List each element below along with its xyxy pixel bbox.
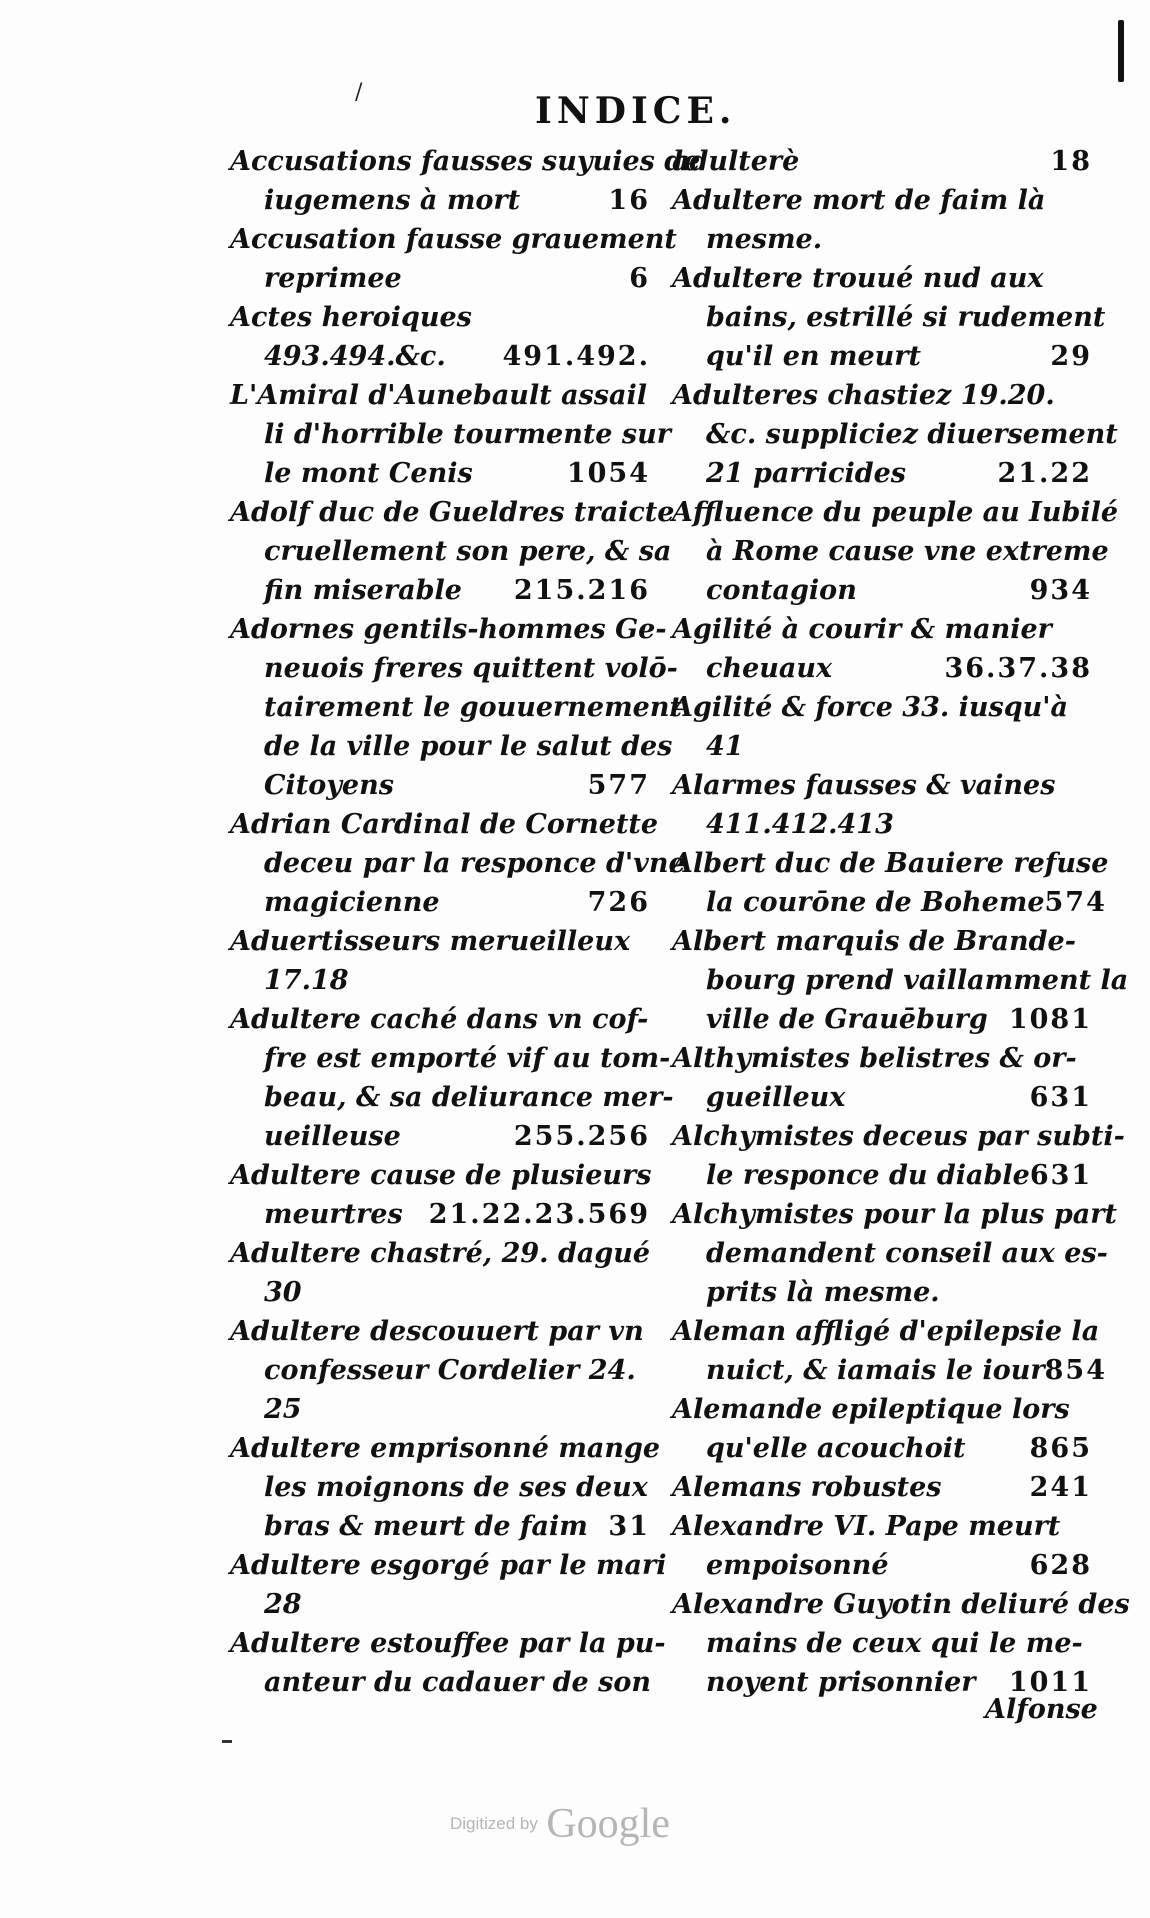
entry-text: demandent conseil aux es- — [706, 1238, 1108, 1269]
entry-line — [230, 688, 682, 727]
entry-line — [230, 1663, 650, 1702]
entry-text: Aleman affligé d'epilepsie la — [672, 1316, 1100, 1347]
page-reference: 18 — [1050, 146, 1092, 177]
entry-line — [230, 1546, 667, 1585]
entry-text: confesseur Cordelier 24. — [264, 1355, 636, 1386]
entry-text: Adultere emprisonné mange — [230, 1433, 661, 1464]
index-entry — [672, 766, 1092, 844]
entry-text: deceu par la responce d'vne — [264, 848, 686, 879]
index-entry — [672, 1468, 1092, 1507]
index-entry — [230, 805, 686, 922]
entry-line — [672, 1390, 1092, 1429]
entry-line — [672, 766, 1092, 805]
entry-text: Adultere cause de plusieurs — [230, 1160, 652, 1191]
page-reference: 865 — [1029, 1433, 1092, 1464]
entry-line — [230, 1273, 650, 1312]
entry-text: Althymistes belistres & or- — [672, 1043, 1077, 1074]
entry-line — [672, 1273, 1092, 1312]
stray-dash — [222, 1740, 232, 1743]
entry-text: Adultere chastré, 29. dagué — [230, 1238, 651, 1269]
page-reference: 577 — [587, 770, 650, 801]
entry-text: 30 — [264, 1277, 302, 1308]
entry-text: meurtres — [264, 1199, 403, 1230]
entry-text: Accusations fausses suyuies de — [230, 146, 701, 177]
page-reference: 726 — [587, 887, 650, 918]
page-reference: 16 — [608, 185, 650, 216]
index-entry — [230, 142, 701, 220]
entry-line — [230, 649, 678, 688]
entry-line — [672, 1429, 1092, 1468]
entry-line — [230, 727, 673, 766]
entry-line — [672, 415, 1118, 454]
entry-text: Albert duc de Bauiere refuse — [672, 848, 1109, 879]
entry-text: Adornes gentils-hommes Ge- — [230, 614, 667, 645]
entry-line — [672, 337, 1092, 376]
index-entry — [672, 844, 1109, 922]
entry-line — [230, 1039, 671, 1078]
entry-text: nuict, & iamais le iour — [706, 1355, 1045, 1386]
entry-text: noyent prisonnier — [706, 1667, 976, 1698]
index-entry — [230, 922, 650, 1000]
index-entry — [230, 493, 675, 610]
entry-line — [230, 1195, 650, 1234]
entry-line — [230, 1624, 666, 1663]
entry-text: 17.18 — [264, 965, 349, 996]
entry-line — [230, 1000, 650, 1039]
page-reference: 934 — [1029, 575, 1092, 606]
entry-text: Aduertisseurs merueilleux — [230, 926, 631, 957]
entry-text: 21 parricides — [706, 458, 907, 489]
entry-text: Alemans robustes — [672, 1472, 942, 1503]
entry-line — [672, 1507, 1092, 1546]
entry-line — [672, 688, 1092, 727]
entry-text: 41 — [706, 731, 744, 762]
entry-text: Alarmes fausses & vaines — [672, 770, 1056, 801]
page-reference: 854 — [1044, 1355, 1108, 1386]
entry-line — [230, 844, 686, 883]
entry-line — [230, 1312, 650, 1351]
stray-mark: / — [355, 80, 363, 105]
entry-text: Adultere esgorgé par le mari — [230, 1550, 667, 1581]
index-entry — [672, 376, 1118, 493]
entry-line — [230, 337, 650, 376]
entry-line — [672, 922, 1092, 961]
page-reference: 241 — [1029, 1472, 1092, 1503]
entry-line — [672, 532, 1109, 571]
entry-line — [672, 571, 1092, 610]
page-header: INDICE. — [535, 90, 737, 132]
page-reference: 255.256 — [513, 1121, 650, 1152]
entry-text: Agilité & force 33. iusqu'à — [672, 692, 1069, 723]
entry-text: Adulteres chastiez 19.20. — [672, 380, 1055, 411]
entry-text: Alchymistes pour la plus part — [672, 1199, 1117, 1230]
index-entry — [672, 1585, 1130, 1702]
entry-text: Adrian Cardinal de Cornette — [230, 809, 659, 840]
entry-text: Alchymistes deceus par subti- — [672, 1121, 1125, 1152]
entry-line — [672, 1039, 1092, 1078]
page-reference: 1081 — [1008, 1004, 1092, 1035]
index-column-right — [672, 142, 1130, 1702]
entry-line — [672, 493, 1119, 532]
index-entry — [672, 610, 1092, 688]
page-reference: 574 — [1044, 887, 1107, 918]
page-reference: 491.492. — [502, 341, 650, 372]
entry-line — [672, 181, 1092, 220]
google-logo: Google — [546, 1801, 670, 1847]
entry-text: Alemande epileptique lors — [672, 1394, 1070, 1425]
entry-text: qu'elle acouchoit — [706, 1433, 966, 1464]
entry-text: bras & meurt de faim — [264, 1511, 588, 1542]
index-entry — [230, 1429, 661, 1546]
entry-text: L'Amiral d'Aunebault assail — [230, 380, 647, 411]
entry-text: fre est emporté vif au tom- — [264, 1043, 671, 1074]
entry-line — [230, 1351, 650, 1390]
entry-text: magicienne — [264, 887, 440, 918]
index-entry — [230, 1234, 650, 1312]
entry-line — [672, 220, 1092, 259]
entry-text: Accusation fausse grauement — [230, 224, 677, 255]
page-reference: 36.37.38 — [944, 653, 1092, 684]
entry-text: Agilité à courir & manier — [672, 614, 1052, 645]
entry-text: Albert marquis de Brande- — [672, 926, 1076, 957]
entry-line — [672, 1156, 1092, 1195]
entry-text: Actes heroiques — [230, 302, 472, 333]
entry-line — [230, 961, 650, 1000]
catchword: Alfonse — [985, 1694, 1098, 1725]
entry-text: Adultere descouuert par vn — [230, 1316, 644, 1347]
entry-text: Adolf duc de Gueldres traicte — [230, 497, 675, 528]
entry-text: 493.494.&c. — [264, 341, 446, 372]
entry-text: Adultere estouffee par la pu- — [230, 1628, 666, 1659]
entry-text: 411.412.413 — [706, 809, 894, 840]
entry-line — [230, 1078, 674, 1117]
entry-line — [672, 1312, 1100, 1351]
page-reference: 31 — [608, 1511, 650, 1542]
entry-line — [230, 1585, 650, 1624]
entry-line — [230, 298, 650, 337]
entry-line — [230, 259, 650, 298]
entry-text: le mont Cenis — [264, 458, 473, 489]
entry-line — [230, 1390, 650, 1429]
entry-text: bains, estrillé si rudement — [706, 302, 1106, 333]
entry-line — [672, 1585, 1130, 1624]
entry-text: gueilleux — [706, 1082, 846, 1113]
page-reference: 215.216 — [513, 575, 650, 606]
entry-text: anteur du cadauer de son — [264, 1667, 651, 1698]
entry-line — [230, 376, 650, 415]
entry-text: Adultere mort de faim là — [672, 185, 1046, 216]
entry-text: Alexandre VI. Pape meurt — [672, 1511, 1061, 1542]
entry-text: contagion — [706, 575, 857, 606]
entry-text: beau, & sa deliurance mer- — [264, 1082, 674, 1113]
entry-line — [230, 1429, 661, 1468]
entry-text: cheuaux — [706, 653, 833, 684]
entry-text: Affluence du peuple au Iubilé — [672, 497, 1119, 528]
entry-line — [230, 571, 650, 610]
entry-line — [230, 220, 677, 259]
index-entry — [672, 688, 1092, 766]
entry-line — [672, 259, 1092, 298]
entry-text: li d'horrible tourmente sur — [264, 419, 671, 450]
index-entry — [230, 376, 671, 493]
entry-text: 25 — [264, 1394, 302, 1425]
entry-line — [672, 1078, 1092, 1117]
index-entry — [672, 142, 1092, 181]
page-reference: 1011 — [1008, 1667, 1092, 1698]
entry-text: prits là mesme. — [706, 1277, 940, 1308]
entry-text: mesme. — [706, 224, 823, 255]
page-reference: 631 — [1029, 1082, 1092, 1113]
index-entry — [230, 1624, 666, 1702]
entry-line — [672, 610, 1092, 649]
entry-line — [672, 376, 1092, 415]
entry-text: adulterè — [672, 146, 800, 177]
entry-line — [230, 532, 672, 571]
entry-line — [672, 1117, 1125, 1156]
entry-text: mains de ceux qui le me- — [706, 1628, 1083, 1659]
entry-text: Adultere caché dans vn cof- — [230, 1004, 649, 1035]
entry-text: ville de Grauēburg — [706, 1004, 988, 1035]
page-reference: 21.22.23.569 — [428, 1199, 650, 1230]
entry-line — [672, 1195, 1117, 1234]
entry-line — [230, 1234, 650, 1273]
entry-line — [672, 649, 1092, 688]
entry-line — [672, 1351, 1108, 1390]
index-entry — [672, 1039, 1092, 1117]
watermark-prefix: Digitized by — [450, 1814, 538, 1833]
entry-line — [230, 1117, 650, 1156]
index-entry — [672, 1195, 1117, 1312]
entry-line — [672, 142, 1092, 181]
entry-line — [230, 181, 650, 220]
index-entry — [672, 181, 1092, 259]
entry-line — [672, 727, 1092, 766]
entry-text: 28 — [264, 1589, 302, 1620]
entry-text: Adultere trouué nud aux — [672, 263, 1044, 294]
digitization-watermark — [450, 1800, 670, 1848]
entry-line — [672, 298, 1106, 337]
index-entry — [230, 1312, 650, 1429]
entry-line — [672, 1624, 1092, 1663]
entry-line — [230, 1507, 650, 1546]
entry-line — [230, 610, 667, 649]
index-entry — [672, 1390, 1092, 1468]
entry-line — [672, 844, 1109, 883]
index-entry — [672, 1312, 1108, 1390]
page-edge-mark — [1118, 20, 1124, 82]
entry-text: à Rome cause vne extreme — [706, 536, 1109, 567]
entry-text: la courōne de Boheme — [706, 887, 1045, 918]
index-entry — [230, 1156, 650, 1234]
index-entry — [230, 1546, 667, 1624]
page-reference: 6 — [629, 263, 650, 294]
page-reference: 21.22 — [997, 458, 1092, 489]
entry-line — [672, 805, 1092, 844]
entry-line — [230, 1156, 650, 1195]
entry-line — [672, 883, 1107, 922]
entry-text: tairement le gouuernement — [264, 692, 682, 723]
entry-line — [672, 1000, 1092, 1039]
entry-text: &c. suppliciez diuersement — [706, 419, 1118, 450]
entry-line — [672, 1468, 1092, 1507]
entry-line — [672, 1546, 1092, 1585]
index-entry — [672, 1117, 1125, 1195]
index-entry — [230, 610, 682, 805]
page-reference: 1054 — [566, 458, 650, 489]
entry-text: Citoyens — [264, 770, 394, 801]
entry-line — [230, 766, 650, 805]
index-entry — [672, 922, 1129, 1039]
entry-text: qu'il en meurt — [706, 341, 921, 372]
page-reference: 628 — [1029, 1550, 1092, 1581]
index-column-left — [230, 142, 701, 1702]
page-reference: 631 — [1029, 1160, 1093, 1191]
index-entry — [672, 493, 1119, 610]
entry-line — [672, 454, 1092, 493]
entry-text: cruellement son pere, & sa — [264, 536, 672, 567]
entry-text: empoisonné — [706, 1550, 889, 1581]
entry-line — [230, 142, 701, 181]
index-entry — [230, 1000, 674, 1156]
entry-text: Alexandre Guyotin deliuré des — [672, 1589, 1130, 1620]
entry-text: reprimee — [264, 263, 402, 294]
page-reference: 29 — [1050, 341, 1092, 372]
entry-text: les moignons de ses deux — [264, 1472, 648, 1503]
index-entry — [230, 298, 650, 376]
entry-text: bourg prend vaillamment la — [706, 965, 1129, 996]
entry-line — [230, 493, 675, 532]
entry-line — [230, 1468, 650, 1507]
entry-line — [230, 922, 650, 961]
entry-text: le responce du diable — [706, 1160, 1030, 1191]
entry-text: neuois freres quittent volō- — [264, 653, 678, 684]
entry-text: iugemens à mort — [264, 185, 521, 216]
index-entry — [230, 220, 677, 298]
index-entry — [672, 1507, 1092, 1585]
entry-line — [230, 454, 650, 493]
entry-line — [230, 883, 650, 922]
entry-line — [230, 805, 659, 844]
entry-line — [672, 961, 1129, 1000]
entry-line — [672, 1234, 1108, 1273]
entry-line — [230, 415, 671, 454]
entry-text: de la ville pour le salut des — [264, 731, 673, 762]
entry-text: fin miserable — [264, 575, 462, 606]
index-entry — [672, 259, 1106, 376]
entry-text: ueilleuse — [264, 1121, 401, 1152]
